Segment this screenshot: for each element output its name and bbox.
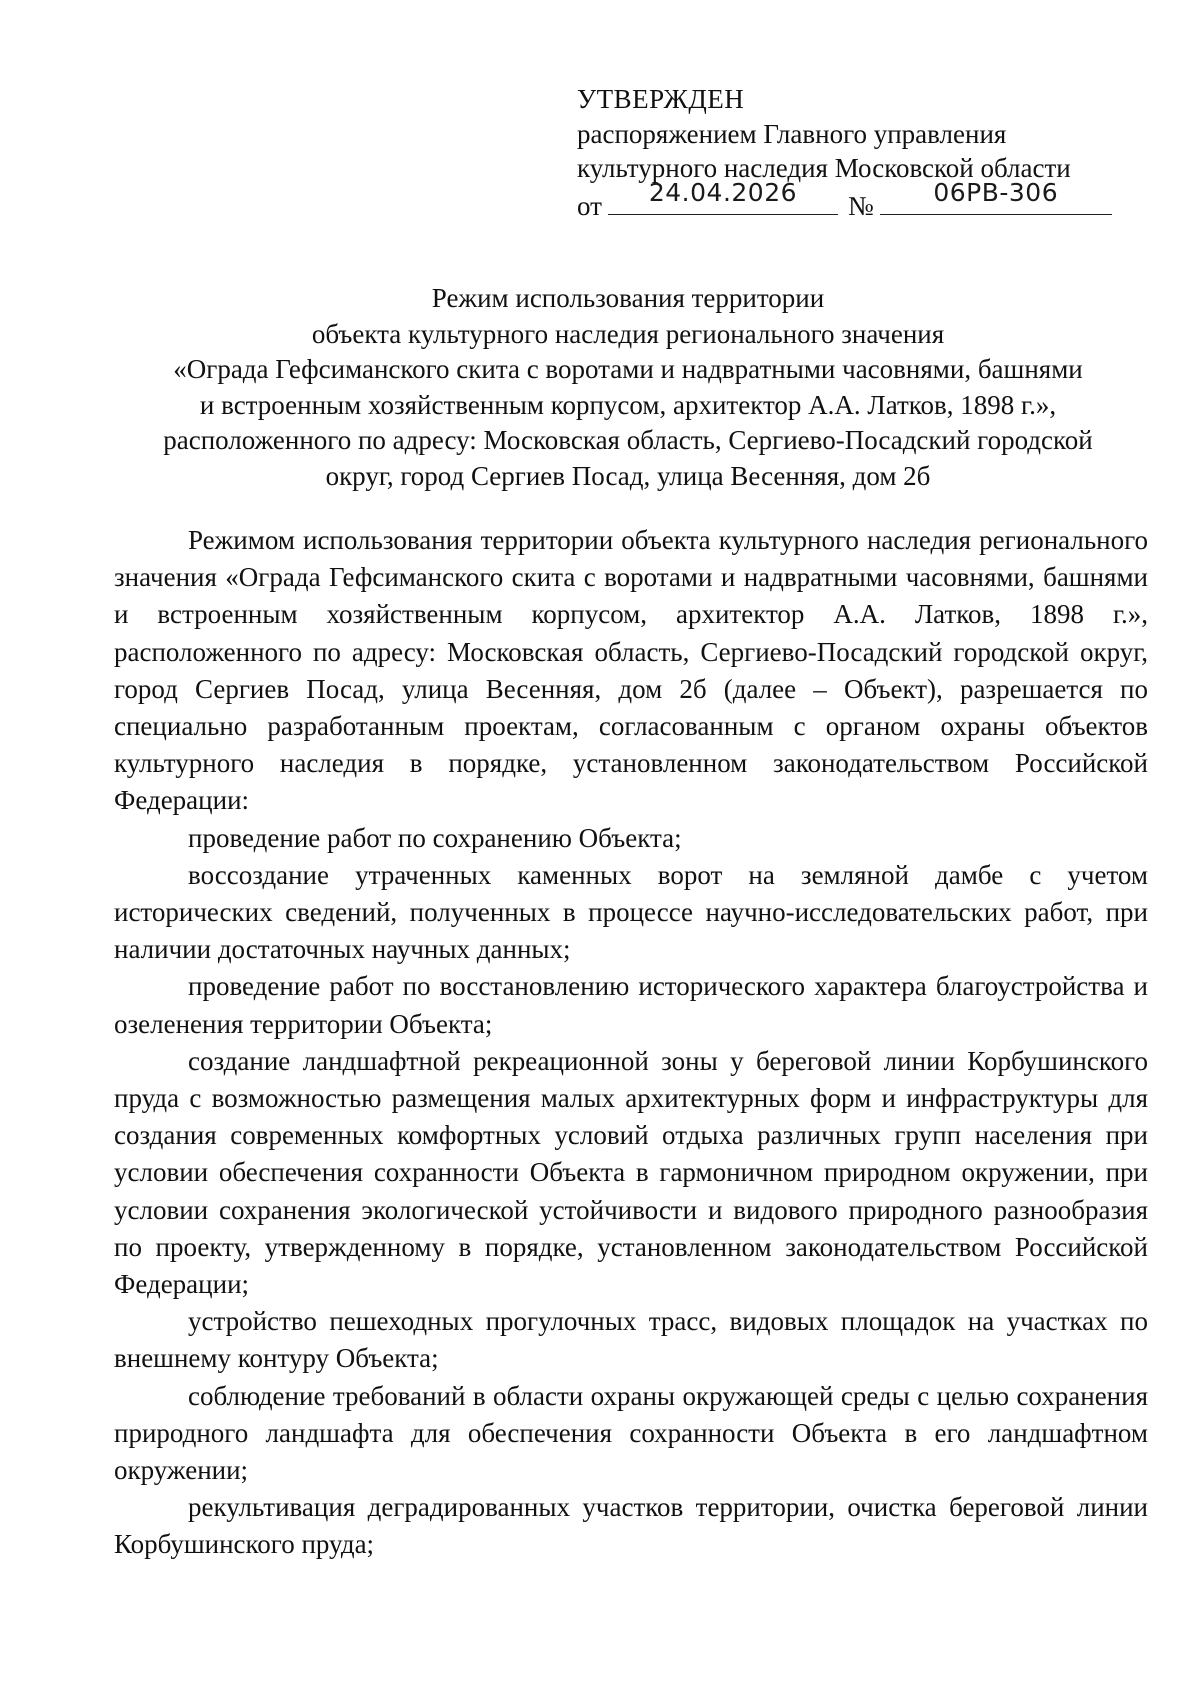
number-blank (880, 177, 1112, 215)
document-body (114, 522, 1148, 1564)
approval-date-number-row (577, 177, 1117, 224)
approval-stamp-block (577, 82, 1117, 223)
heading-line: Режим использования территории (431, 283, 825, 313)
date-label: от (577, 190, 602, 221)
heading-line: объекта культурного наследия регионального значения (311, 318, 945, 349)
body-paragraph-item: соблюдение требований в области охраны окружающей среды с целью сохранения природного ландшафта для обеспечения сохранности Объекта в его ландшафтном окружении; (114, 1380, 1148, 1486)
heading-line: расположенного по адресу: Московская область, Сергиево-Посадский городской (163, 425, 1093, 456)
heading-line: и встроенным хозяйственным корпусом, архитектор А.А. Латков, 1898 г.», (199, 389, 1057, 420)
body-paragraph-item: создание ландшафтной рекреационной зоны у береговой линии Корбушинского пруда с возможностью размещения малых архитектурных форм и инфраструктуры для создания современных комфортных условий отдыха различных групп населения при условии обеспечения сохранности Объекта в гармоничном природном окружении, при условии сохранения экологической устойчивости и видового природного разнообразия по проекту, утвержденному в порядке, установленном законодательством Российской Федерации; (114, 1045, 1148, 1300)
heading-line: округ, город Сергиев Посад, улица Весенняя, дом 2б (325, 460, 931, 491)
approval-authority-line-2: культурного наследия Московской области (577, 153, 1071, 183)
body-paragraph-item: проведение работ по сохранению Объекта; (188, 822, 682, 853)
body-paragraph-item: устройство пешеходных прогулочных трасс, видовых площадок на участках по внешнему контуру Объекта; (114, 1306, 1148, 1374)
approval-authority-line-1: распоряжением Главного управления (577, 118, 1007, 149)
document-heading (112, 281, 1144, 495)
approval-date: 24.04.2026 (648, 177, 798, 207)
heading-line: «Ограда Гефсиманского скита с воротами и надвратными часовнями, башнями (173, 354, 1083, 385)
body-paragraph-item: проведение работ по восстановлению исторического характера благоустройства и озеленения территории Объекта; (114, 971, 1148, 1039)
body-paragraph-intro: Режимом использования территории объекта культурного наследия регионального значения «Ограда Гефсиманского скита с воротами и надвратными часовнями, башнями и встроенным хозяйственным корпусом, архитектор А.А. Латков, 1898 г.», расположенного по адресу: Московская область, Сергиево-Посадский городской округ, город Сергиев Посад, улица Весенняя, дом 2б (далее – Объект), разрешается по специально разработанным проектам, согласованным с органом охраны объектов культурного наследия в порядке, установленном законодательством Российской Федерации: (114, 525, 1148, 816)
approval-title: УТВЕРЖДЕН (577, 84, 745, 114)
date-blank (608, 177, 838, 215)
body-paragraph-item: воссоздание утраченных каменных ворот на земляной дамбе с учетом исторических сведений, полученных в процессе научно-исследовательских работ, при наличии достаточных научных данных; (114, 859, 1148, 965)
number-label: № (847, 190, 874, 221)
body-paragraph-item: рекультивация деградированных участков территории, очистка береговой линии Корбушинского пруда; (114, 1492, 1148, 1560)
approval-number: 06РВ-306 (933, 177, 1059, 207)
